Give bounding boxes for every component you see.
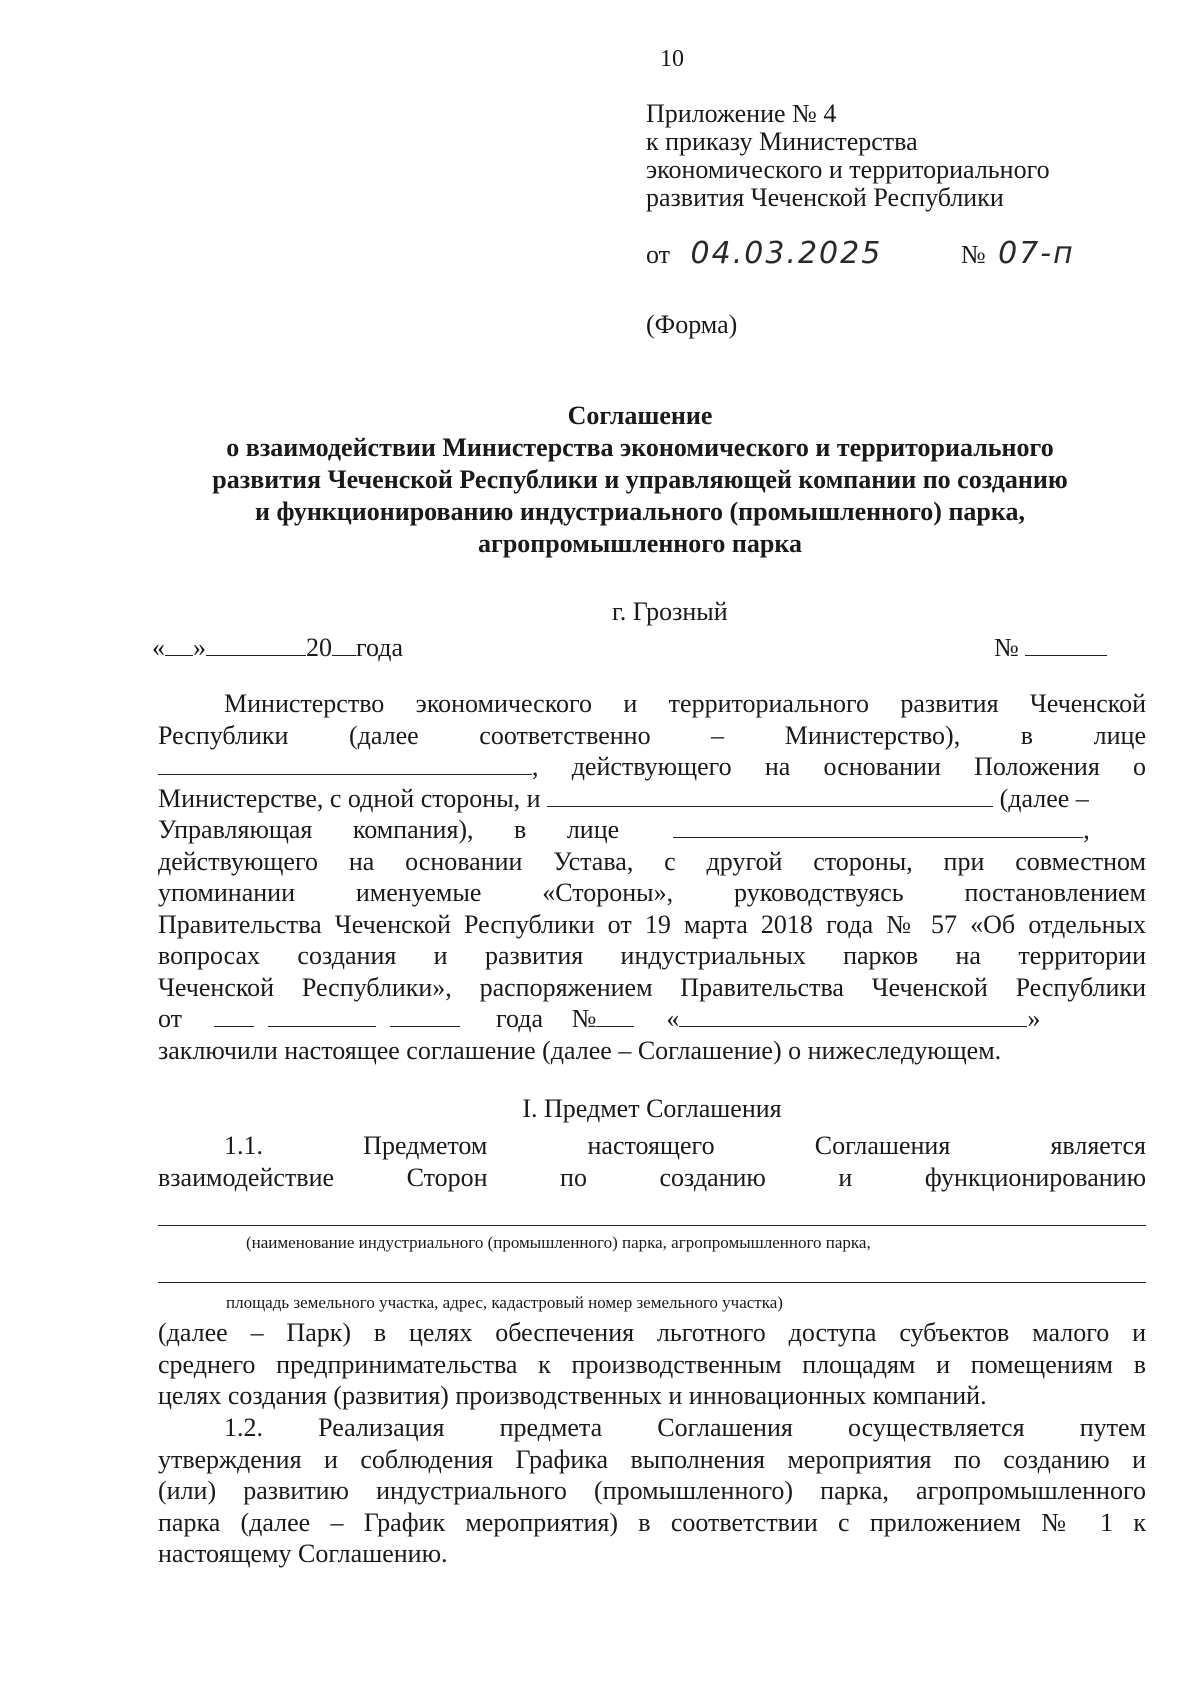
agreement-date-line (152, 633, 403, 663)
year-blank (332, 633, 356, 656)
text-line: Министерстве, с одной стороны, и (далее – (158, 783, 1089, 813)
text-line: упоминании именуемые «Стороны», руководствуясь постановлением (158, 878, 1146, 907)
park-name-blank (158, 1225, 1146, 1226)
agreement-number-line (994, 633, 1107, 663)
text-line: (далее – Парк) в целях обеспечения льготного доступа субъектов малого и (158, 1318, 1146, 1347)
representative-blank (158, 752, 532, 775)
text-line: Министерство экономического и территориального развития Чеченской (224, 689, 1146, 718)
open-quote: « (152, 633, 165, 662)
year-prefix: 20 (306, 633, 332, 662)
text-line: (или) развитию индустриального (промышленного) парка, агропромышленного (158, 1476, 1146, 1505)
text-line: парка (далее – График мероприятия) в соответствии с приложением № 1 к (158, 1507, 1146, 1537)
text-line: утверждения и соблюдения Графика выполнения мероприятия по созданию и (158, 1444, 1146, 1474)
caption: площадь земельного участка, адрес, кадастровый номер земельного участка) (226, 1293, 783, 1312)
clause-1-2 (158, 1412, 1146, 1570)
order-year-blank (390, 1004, 460, 1027)
close-quote: » (193, 633, 206, 662)
number-blank (1025, 633, 1107, 656)
date-prefix: от (646, 240, 671, 269)
title-line: Соглашение (567, 401, 713, 430)
appendix-line: развития Чеченской Республики (646, 183, 1004, 212)
text-line: вопросах создания и развития индустриальных парков на территории (158, 941, 1146, 970)
text-line: Управляющая компания), в лице , (158, 815, 1090, 844)
text-line: 1.1. Предметом настоящего Соглашения является (224, 1131, 1146, 1160)
title-line: и функционированию индустриального (промышленного) парка, (255, 497, 1025, 526)
form-label: (Форма) (646, 310, 738, 339)
city: г. Грозный (612, 597, 728, 626)
order-number-blank (596, 1004, 634, 1027)
appendix-header (646, 100, 1050, 212)
appendix-line: к приказу Министерства (646, 127, 918, 156)
number-prefix: № (960, 240, 986, 269)
day-blank (165, 633, 193, 656)
appendix-line: Приложение № 4 (646, 99, 837, 128)
text-line: взаимодействие Сторон по созданию и функционированию (158, 1162, 1146, 1192)
preamble (158, 688, 1146, 1066)
park-details-blank (158, 1282, 1146, 1283)
handwritten-number: 07-п (998, 236, 1075, 271)
text-line: 1.2. Реализация предмета Соглашения осуществляется путем (224, 1413, 1146, 1442)
appendix-line: экономического и территориального (646, 155, 1050, 184)
title-line: развития Чеченской Республики и управляющей компании по созданию (212, 465, 1068, 494)
text-line: целях создания (развития) производственных и инновационных компаний. (158, 1381, 987, 1410)
order-date-row (646, 236, 1075, 271)
clause-1-1 (158, 1130, 1146, 1193)
text-line: от года № « » (158, 1004, 1041, 1033)
number-sign: № (994, 633, 1019, 662)
text-line: среднего предпринимательства к производственным площадям и помещениям в (158, 1349, 1146, 1379)
title-line: агропромышленного парка (478, 529, 802, 558)
text-line: заключили настоящее соглашение (далее – Соглашение) о нижеследующем. (158, 1035, 1002, 1065)
title-line: о взаимодействии Министерства экономического и территориального (226, 433, 1054, 462)
clause-1-1-continued (158, 1317, 1146, 1412)
year-suffix: года (356, 633, 404, 662)
company-name-blank (547, 784, 993, 807)
section-title: I. Предмет Соглашения (522, 1094, 782, 1123)
company-representative-blank (673, 815, 1083, 838)
text-line: , действующего на основании Положения о (158, 751, 1146, 783)
text-line: Правительства Чеченской Республики от 19 марта 2018 года № 57 «Об отдельных (158, 909, 1146, 939)
order-title-blank (679, 1004, 1027, 1027)
month-blank (206, 633, 306, 656)
page-number: 10 (660, 46, 684, 72)
text-line: действующего на основании Устава, с другой стороны, при совместном (158, 846, 1146, 876)
caption: (наименование индустриального (промышленного) парка, агропромышленного парка, (246, 1233, 871, 1252)
text-line: Чеченской Республики», распоряжением Правительства Чеченской Республики (158, 972, 1146, 1002)
order-month-blank (268, 1004, 376, 1027)
handwritten-date: 04.03.2025 (690, 236, 883, 271)
order-day-blank (214, 1004, 254, 1027)
document-title (140, 400, 1140, 560)
text-line: настоящему Соглашению. (158, 1539, 448, 1568)
text-line: Республики (далее соответственно – Министерство), в лице (158, 720, 1146, 750)
